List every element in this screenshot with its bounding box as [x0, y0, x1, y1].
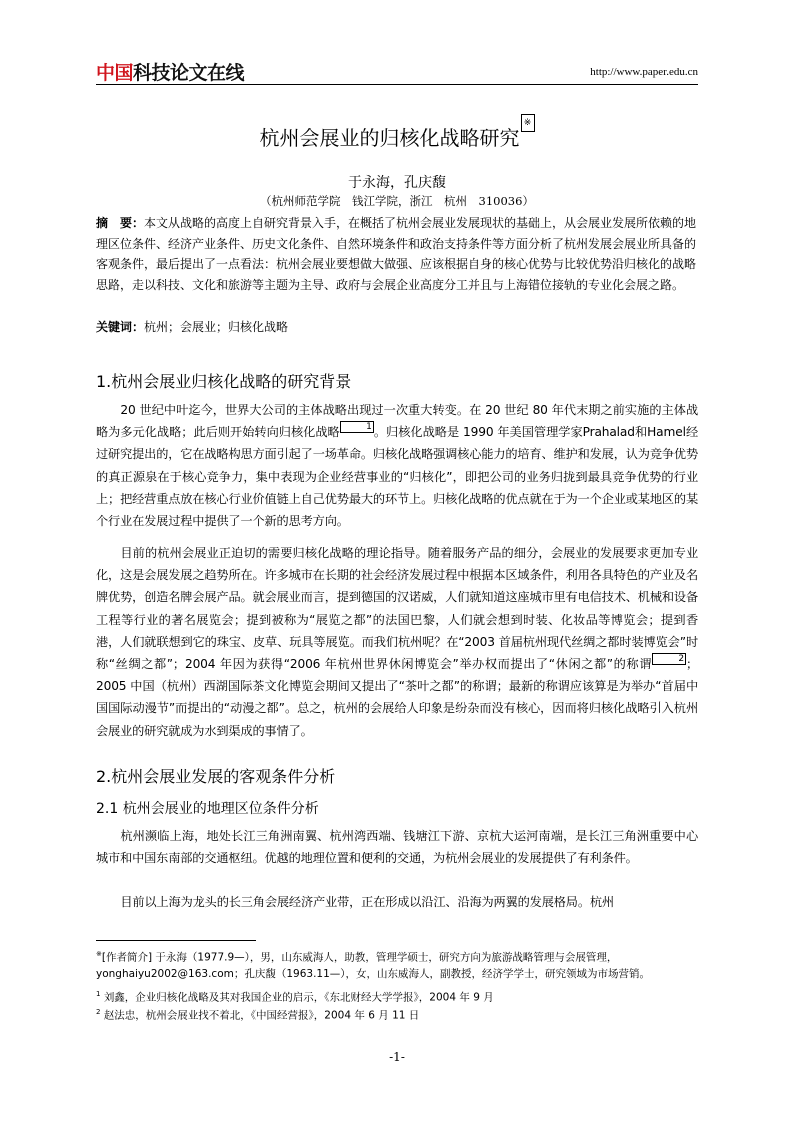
section-2-1-paragraph-2: 目前以上海为龙头的长三角会展经济产业带，正在形成以沿江、沿海为两翼的发展格局。杭州 [120, 895, 614, 909]
section-1-heading: 1.杭州会展业归核化战略的研究背景 [96, 372, 352, 391]
page-number: -1- [389, 1050, 405, 1064]
abstract-label: 摘 要： [96, 216, 145, 230]
header-divider [96, 84, 698, 85]
section-2-heading: 2.杭州会展业发展的客观条件分析 [96, 767, 336, 786]
citation-1[interactable]: 1 [340, 421, 374, 433]
journal-logo: 中国科技论文在线 [96, 62, 245, 84]
footnote-2: $^2$ 赵法忠，杭州会展业找不着北，《中国经营报》，2004 年 6 月 11 日 [96, 1008, 420, 1022]
page-header [96, 58, 698, 84]
title-footnote-mark[interactable]: ※ [521, 114, 535, 132]
header-url[interactable]: http://www.paper.edu.cn [590, 66, 698, 78]
section-1-paragraph-2: 目前的杭州会展业正迫切的需要归核化战略的理论指导。随着服务产品的细分，会展业的发展要求更加专业化，这是会展发展之趋势所在。许多城市在长期的社会经济发展过程中根据本区域条件，利用各具特色的产业及名牌优势，创造名牌会展产品。就会展业而言，提到德国的汉诺威，人们就知道这座城市里有电信技术、机械和设备工程等行业的著名展览会；提到被称为“展览之都”的法国巴黎，人们就会想到时装、化妆品等博览会；提到香港，人们就联想到它的珠宝、皮草、玩具等展览。而我们杭州呢？在“2003 首届杭州现代丝绸之都时装博览会”时称“丝绸之都”；2004 年因为获得“2006 年杭州世界休闲博览会”举办权而提出了“休闲之都”的称谓 2 ；2005 中国（杭州）西湖国际茶文化博览会期间又提出了“茶叶之都”的称谓；最新的称谓应该算是为举办“首届中国国际动漫节”而提出的“动漫之都”。总之，杭州的会展给人印象是纷杂而没有核心，因而将归核化战略引入杭州会展业的研究就成为水到渠成的事情了。 [96, 546, 698, 738]
footnote-author-info-2: yonghaiyu2002@163.com；孔庆馥（1963.11—），女，山东威海人，副教授，经济学学士，研究领域为市场营销。 [96, 968, 651, 980]
section-1-paragraph-1: 20 世纪中叶迄今，世界大公司的主体战略出现过一次重大转变。在 20 世纪 80 年代末期之前实施的主体战略为多元化战略；此后则开始转向归核化战略 1 。归核化战略是 1990 年美国管理学家Prahalad和Hamel经过研究提出的，它在战略构思方面引起了一场革命。归核化战略强调核心能力的培育、维护和发展，认为竞争优势的真正源泉在于核心竞争力，集中表现为企业经营事业的“归核化”，即把公司的业务归拢到最具竞争优势的行业上；把经营重点放在核心行业价值链上自己优势最大的环节上。归核化战略的优点就在于为一个企业或某地区的某个行业在发展过程中提供了一个新的思考方向。 [96, 403, 698, 529]
keywords-label: 关键词： [96, 320, 145, 334]
footnote-1: $^1$ 刘鑫，企业归核化战略及其对我国企业的启示，《东北财经大学学报》，2004 年 9 月 [96, 990, 494, 1004]
keywords-text: 杭州；会展业；归核化战略 [144, 320, 289, 334]
footnote-divider [96, 940, 256, 941]
abstract-text: 本文从战略的高度上自研究背景入手，在概括了杭州会展业发展现状的基础上，从会展业发展所依赖的地理区位条件、经济产业条件、历史文化条件、自然环境条件和政治支持条件等方面分析了杭州发展会展业所具备的客观条件，最后提出了一点看法：杭州会展业要想做大做强、应该根据自身的核心优势与比较优势沿归核化的战略思路，走以科技、文化和旅游等主题为主导、政府与会展企业高度分工并且与上海错位接轨的专业化会展之路。 [96, 216, 697, 292]
citation-2[interactable]: 2 [652, 653, 686, 665]
keywords [96, 318, 698, 335]
authors: 于永海，孔庆馥 [348, 175, 446, 191]
section-2-1-heading: 2.1 杭州会展业的地理区位条件分析 [96, 801, 319, 817]
affiliation: （杭州师范学院 钱江学院，浙江 杭州 310036） [260, 194, 534, 208]
paper-title: 杭州会展业的归核化战略研究※ [0, 122, 794, 151]
abstract [96, 213, 698, 295]
section-2-1-paragraph-1: 杭州濒临上海，地处长江三角洲南翼、杭州湾西端、钱塘江下游、京杭大运河南端，是长江三角洲重要中心城市和中国东南部的交通枢纽。优越的地理位置和便利的交通，为杭州会展业的发展提供了有利条件。 [96, 829, 698, 866]
footnote-author-info: ※[作者简介] 于永海（1977.9—），男，山东威海人，助教，管理学硕士，研究方向为旅游战略管理与会展管理， [96, 950, 618, 964]
